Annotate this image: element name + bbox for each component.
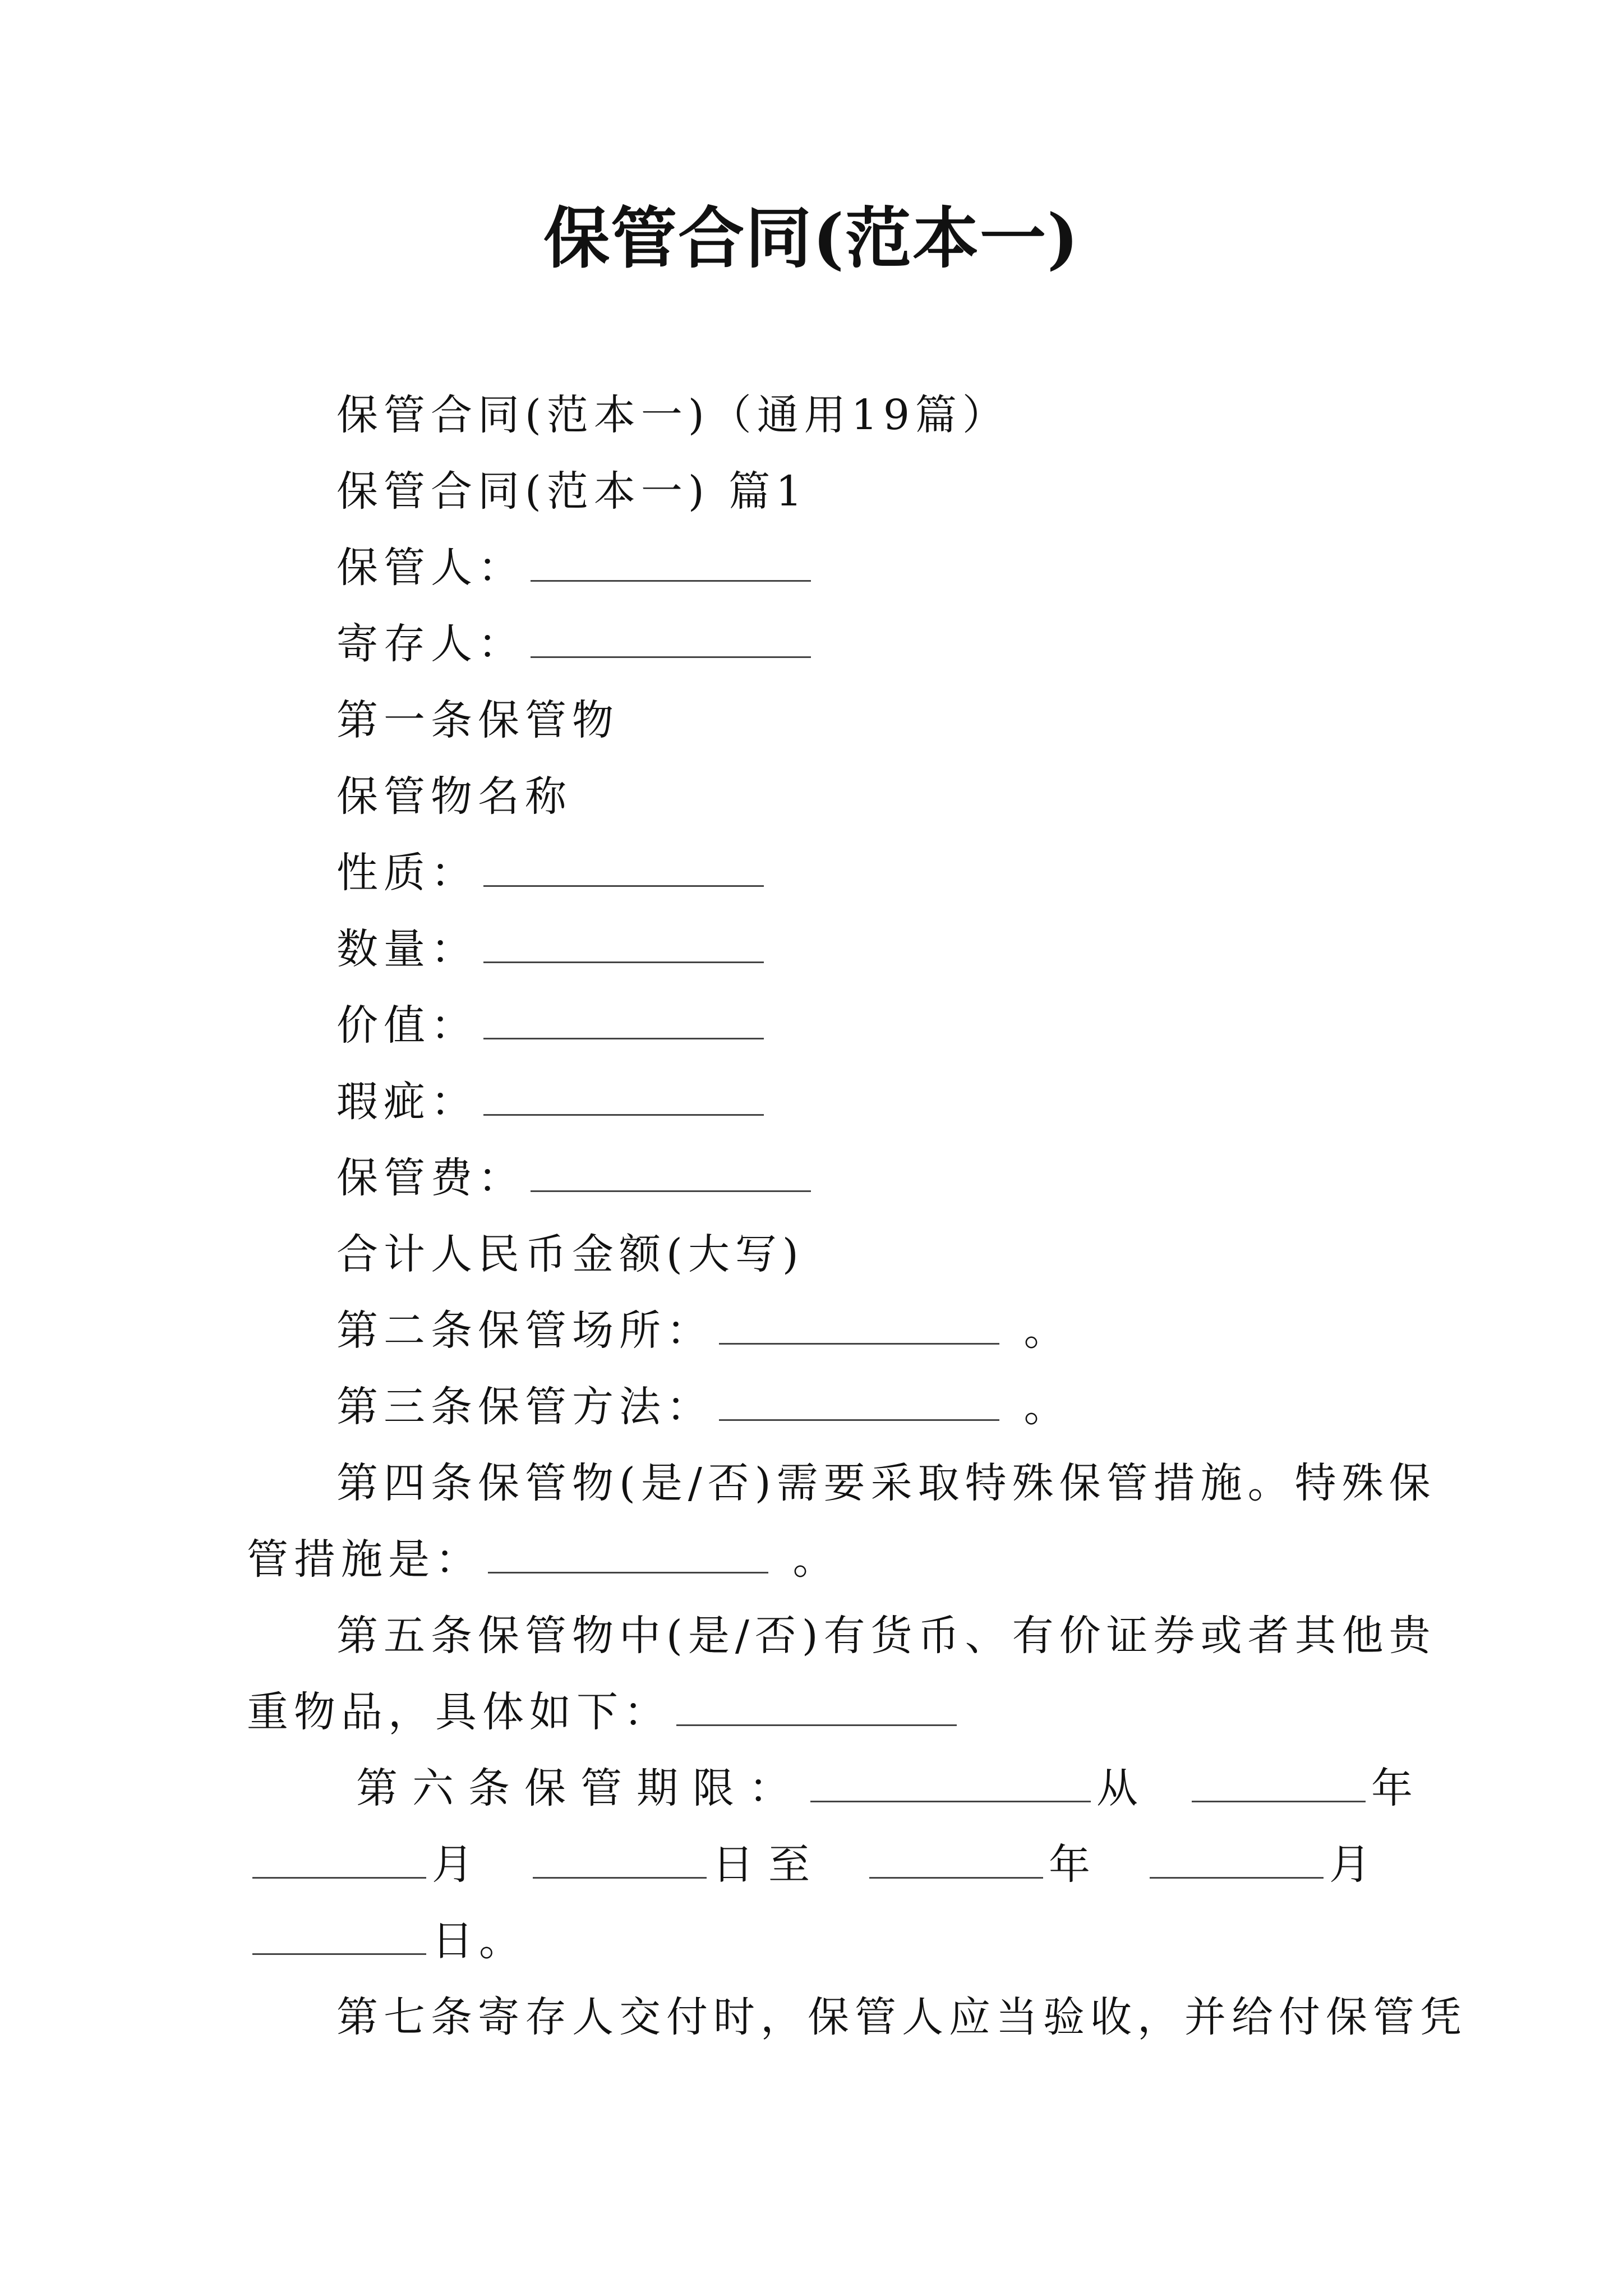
blank-line <box>719 1380 999 1421</box>
fee-field <box>336 1150 817 1206</box>
field-label: 第三条保管方法： <box>336 1383 713 1431</box>
blank-line <box>676 1685 957 1726</box>
term-line-2 <box>247 1837 1385 1893</box>
field-label: 瑕疵： <box>336 1078 478 1126</box>
blank-line <box>488 1533 768 1573</box>
field-label: 保管费： <box>336 1154 525 1202</box>
blank-line <box>531 1151 811 1192</box>
field-suffix: 。 <box>774 1535 840 1584</box>
quantity-field <box>336 921 769 977</box>
field-suffix: 。 <box>1005 1383 1071 1431</box>
field-label: 性质： <box>336 849 478 897</box>
valuables-field <box>247 1684 962 1740</box>
term-line-1 <box>356 1760 1427 1816</box>
depositor-field <box>336 616 817 672</box>
blank-line <box>483 1075 764 1116</box>
paragraph-line: 第四条保管物(是/否)需要采取特殊保管措施。特殊保 <box>336 1459 1436 1507</box>
year-text: 年 <box>1049 1841 1105 1889</box>
field-label: 保管人： <box>336 544 525 592</box>
field-label: 管措施是： <box>247 1535 482 1584</box>
paragraph-line: 第七条寄存人交付时，保管人应当验收，并给付保管凭 <box>336 1993 1467 2041</box>
paragraph-line: 保管物名称 <box>336 772 572 821</box>
article-two-field <box>336 1303 1071 1359</box>
field-label: 数量： <box>336 925 478 973</box>
document-subtitle: 保管合同(范本一)（通用19篇） <box>336 391 1009 439</box>
field-suffix: 。 <box>1005 1306 1071 1355</box>
blank-line <box>483 922 764 963</box>
article-three-field <box>336 1379 1071 1435</box>
field-label: 第六条保管期限： <box>356 1764 805 1812</box>
day-text: 日。 <box>432 1917 526 1965</box>
section-heading: 保管合同(范本一) 篇1 <box>336 467 808 516</box>
field-label: 价值： <box>336 1001 478 1050</box>
day-to-text: 日至 <box>712 1841 824 1889</box>
blank-line <box>1150 1838 1324 1879</box>
blank-line <box>252 1914 426 1955</box>
blank-line <box>531 541 811 582</box>
article-heading: 第一条保管物 <box>336 696 619 744</box>
value-field <box>336 997 769 1053</box>
month-text: 月 <box>432 1841 488 1889</box>
field-label: 重物品，具体如下： <box>247 1688 671 1736</box>
blank-line <box>810 1761 1091 1802</box>
defect-field <box>336 1074 769 1130</box>
paragraph-line: 第五条保管物中(是/否)有货币、有价证券或者其他贵 <box>336 1612 1436 1660</box>
blank-line <box>719 1304 999 1345</box>
paragraph-line: 合计人民币金额(大写) <box>336 1230 804 1278</box>
field-label: 第二条保管场所： <box>336 1306 713 1355</box>
year-text: 年 <box>1371 1764 1427 1812</box>
blank-line <box>483 846 764 887</box>
special-measures-field <box>247 1531 840 1588</box>
blank-line <box>531 617 811 658</box>
month-text: 月 <box>1329 1841 1385 1889</box>
custodian-field <box>336 540 817 596</box>
nature-field <box>336 845 769 901</box>
field-label: 寄存人： <box>336 620 525 668</box>
blank-line <box>252 1838 426 1879</box>
page-title: 保管合同(范本一) <box>543 199 1080 277</box>
from-text: 从 <box>1096 1764 1152 1812</box>
blank-line <box>869 1838 1043 1879</box>
blank-line <box>533 1838 707 1879</box>
blank-line <box>1192 1761 1366 1802</box>
blank-line <box>483 999 764 1039</box>
term-line-3 <box>247 1913 526 1969</box>
